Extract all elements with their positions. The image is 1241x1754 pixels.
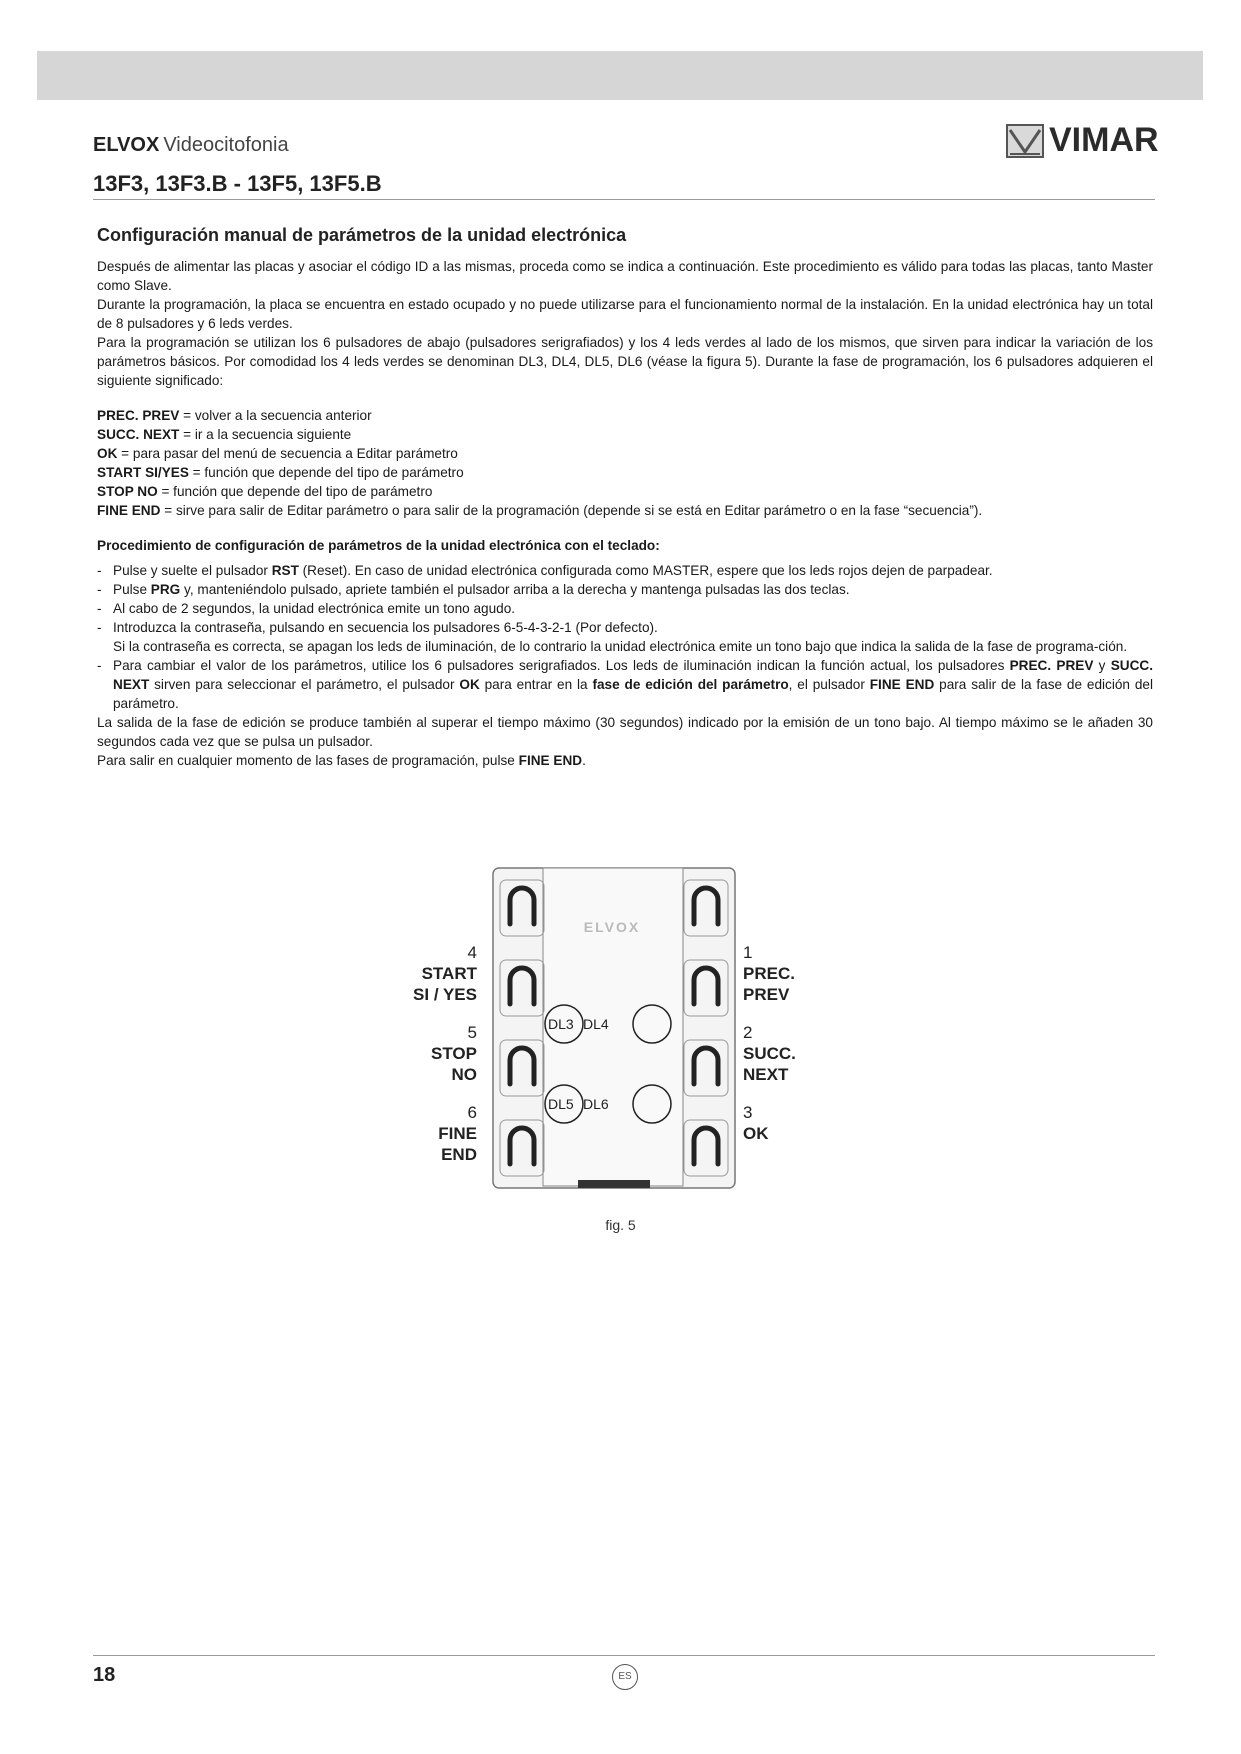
intro-paragraph-2: Durante la programación, la placa se encuentra en estado ocupado y no puede utilizarse para el funcionamiento normal de la instalación. En la unidad electrónica hay un total de 8 pulsadores y 6 leds verdes.	[97, 297, 1153, 331]
procedure-title: Procedimiento de configuración de parámetros de la unidad electrónica con el teclado:	[97, 538, 660, 553]
top-gray-band	[37, 51, 1203, 100]
param-prev: PREC. PREV = volver a la secuencia anterior	[97, 408, 372, 423]
led-dl4-label: DL4	[583, 1016, 609, 1032]
parameter-list	[97, 406, 1153, 520]
label-button-6: 6 FINE END	[438, 1103, 477, 1164]
param-start: START SI/YES = función que depende del tipo de parámetro	[97, 465, 464, 480]
step-4: - Introduzca la contraseña, pulsando en secuencia los pulsadores 6-5-4-3-2-1 (Por defecto). Si la contraseña es correcta, se apagan los leds de iluminación, de lo contrario la unidad electrónica emite un tono bajo que indica la salida de la fase de programa-ción.	[97, 618, 1153, 656]
step-3: - Al cabo de 2 segundos, la unidad electrónica emite un tono agudo.	[97, 599, 1153, 618]
step-5: - Para cambiar el valor de los parámetros, utilice los 6 pulsadores serigrafiados. Los leds de iluminación indican la función actual, los pulsadores PREC. PREV y SUCC. NEXT sirven para seleccionar el parámetro, el pulsador OK para entrar en la fase de edición del parámetro, el pulsador FINE END para salir de la fase de edición del parámetro.	[97, 656, 1153, 713]
brand-header	[93, 134, 289, 157]
led-dl5-label: DL5	[548, 1096, 574, 1112]
label-button-2: 2 SUCC. NEXT	[743, 1023, 796, 1084]
vimar-logo-icon	[1006, 124, 1044, 158]
footer-divider	[93, 1655, 1155, 1656]
step-2: - Pulse PRG y, manteniéndolo pulsado, apriete también el pulsador arriba a la derecha y mantenga pulsadas las dos teclas.	[97, 580, 1153, 599]
header-divider	[93, 199, 1155, 200]
brand-subtitle: Videocitofonia	[163, 134, 289, 156]
section-title: Configuración manual de parámetros de la unidad electrónica	[97, 225, 627, 245]
step-1: - Pulse y suelte el pulsador RST (Reset). En caso de unidad electrónica configurada como MASTER, espere que los leds rojos dejen de parpadear.	[97, 561, 1153, 580]
label-button-3: 3 OK	[743, 1103, 769, 1143]
panel-brand: ELVOX	[583, 919, 641, 935]
param-next: SUCC. NEXT = ir a la secuencia siguiente	[97, 427, 352, 442]
vimar-logo	[1006, 121, 1159, 161]
intro-paragraph-1: Después de alimentar las placas y asociar el código ID a las mismas, proceda como se indica a continuación. Este procedimiento es válido para todas las placas, tanto Master como Slave.	[97, 259, 1153, 293]
page-number: 18	[93, 1664, 116, 1686]
logo-text: VIMAR	[1049, 121, 1159, 159]
outro-paragraph-2: Para salir en cualquier momento de las fases de programación, pulse FINE END.	[97, 753, 586, 768]
param-ok: OK = para pasar del menú de secuencia a Editar parámetro	[97, 446, 458, 461]
model-title: 13F3, 13F3.B - 13F5, 13F5.B	[93, 171, 382, 196]
intro-paragraph-3: Para la programación se utilizan los 6 pulsadores de abajo (pulsadores serigrafiados) y los 4 leds verdes al lado de los mismos, que sirven para indicar la variación de los parámetros básicos. Por comodidad los 4 leds verdes se denominan DL3, DL4, DL5, DL6 (véase la figura 5). Durante la fase de programación, los 6 pulsadores adquieren el siguiente significado:	[97, 335, 1153, 388]
label-button-5: 5 STOP NO	[431, 1023, 477, 1084]
led-dl3-label: DL3	[548, 1016, 574, 1032]
language-badge: ES	[612, 1664, 638, 1690]
label-button-4: 4 START SI / YES	[413, 943, 477, 1004]
procedure-steps	[97, 561, 1153, 713]
param-stop: STOP NO = función que depende del tipo de parámetro	[97, 484, 433, 499]
param-end: FINE END = sirve para salir de Editar parámetro o para salir de la programación (depende si se está en Editar parámetro o en la fase “secuencia”).	[97, 503, 983, 518]
outro-paragraph-1: La salida de la fase de edición se produce también al superar el tiempo máximo (30 segundos) indicado por la emisión de un tono bajo. Al tiempo máximo se le añaden 30 segundos cada vez que se pulsa un pulsador.	[97, 715, 1153, 749]
led-dl6-label: DL6	[583, 1096, 609, 1112]
main-content	[97, 223, 1153, 770]
label-button-1: 1 PREC. PREV	[743, 943, 795, 1004]
keypad-figure	[400, 866, 840, 1206]
figure-caption: fig. 5	[605, 1217, 636, 1233]
brand-name: ELVOX	[93, 134, 160, 156]
